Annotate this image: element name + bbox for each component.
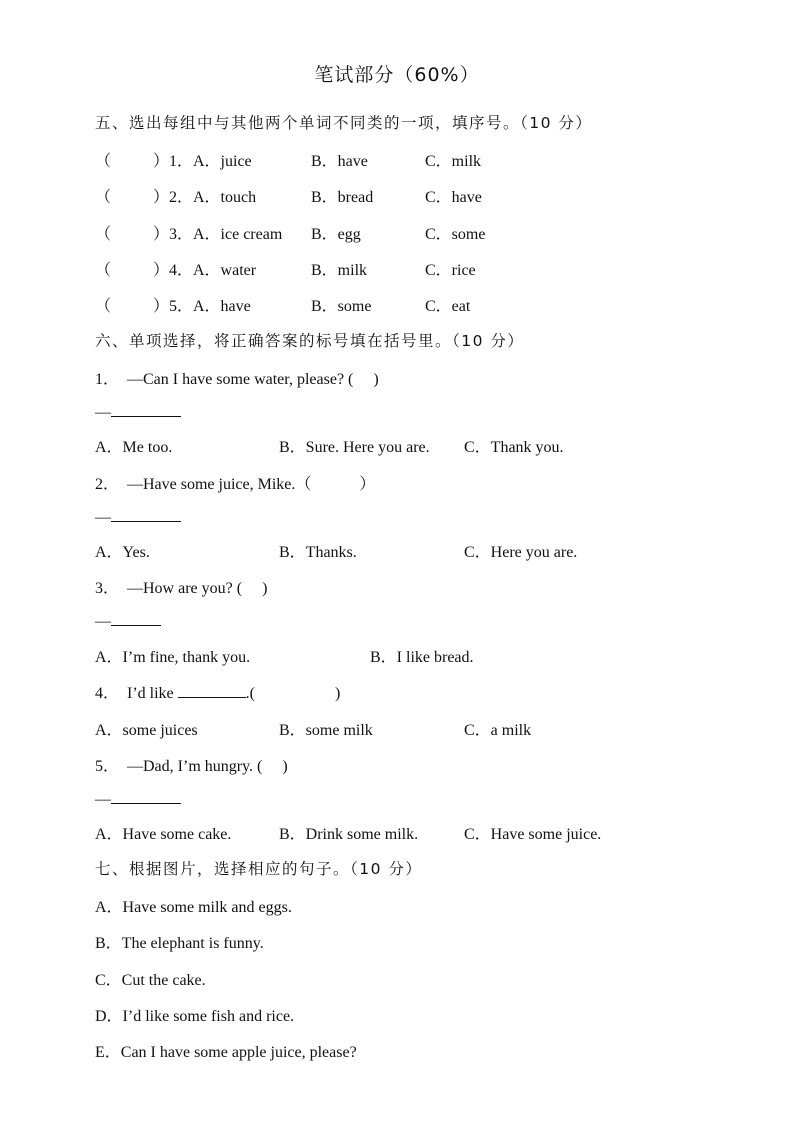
option-b: B．Sure. Here you are. — [279, 439, 430, 456]
answer-blank: — — [95, 789, 181, 809]
option-c: C．rice — [425, 262, 476, 279]
option-a: A．Me too. — [95, 439, 173, 456]
option-a: A．some juices — [95, 722, 198, 739]
section-6-heading: 六、单项选择，将正确答案的标号填在括号里。（10 分） — [95, 332, 525, 350]
page-title: 笔试部分（60%） — [314, 64, 480, 86]
option-a: A．Yes. — [95, 544, 150, 561]
option-a: ）1．A．juice — [153, 153, 252, 170]
section-5-heading: 五、选出每组中与其他两个单词不同类的一项，填序号。（10 分） — [95, 114, 593, 132]
option-b: B．Thanks. — [279, 544, 357, 561]
answer-paren: （ — [95, 298, 112, 315]
answer-blank: — — [95, 402, 181, 422]
option-c: C．Here you are. — [464, 544, 578, 561]
option-a: A．I’m fine, thank you. — [95, 649, 251, 666]
option-b: B．some — [311, 298, 372, 315]
part6-question-2: 2． —Have some juice, Mike.（ ） — [95, 476, 376, 493]
answer-blank: — — [95, 507, 181, 527]
option-a: ）5．A．have — [153, 298, 251, 315]
answer-paren: （ — [95, 226, 112, 243]
option-a: ）2．A．touch — [153, 189, 257, 206]
part6-question-5: 5． —Dad, I’m hungry. ( ) — [95, 758, 288, 775]
option-b: B．have — [311, 153, 368, 170]
answer-paren: （ — [95, 153, 112, 170]
part6-question-4: 4． I’d like .( ) — [95, 685, 341, 702]
option-c: C．a milk — [464, 722, 532, 739]
option-c: C．Thank you. — [464, 439, 564, 456]
option-c: C．Have some juice. — [464, 826, 602, 843]
option-c: C．eat — [425, 298, 471, 315]
part7-sentence-b: B．The elephant is funny. — [95, 935, 264, 952]
answer-paren: （ — [95, 189, 112, 206]
option-a: ）4．A．water — [153, 262, 257, 279]
option-c: C．some — [425, 226, 486, 243]
part7-sentence-a: A．Have some milk and eggs. — [95, 899, 292, 916]
option-b: B．Drink some milk. — [279, 826, 419, 843]
option-c: C．milk — [425, 153, 482, 170]
answer-paren: （ — [95, 262, 112, 279]
part6-question-3: 3． —How are you? ( ) — [95, 580, 268, 597]
option-b: B．I like bread. — [370, 649, 474, 666]
section-7-heading: 七、根据图片，选择相应的句子。（10 分） — [95, 860, 423, 878]
option-a: A．Have some cake. — [95, 826, 232, 843]
part6-question-1: 1． —Can I have some water, please? ( ) — [95, 371, 379, 388]
option-a: ）3．A．ice cream — [153, 226, 283, 243]
option-b: B．milk — [311, 262, 368, 279]
option-b: B．some milk — [279, 722, 373, 739]
part7-sentence-e: E．Can I have some apple juice, please? — [95, 1044, 357, 1061]
option-b: B．egg — [311, 226, 361, 243]
part7-sentence-c: C．Cut the cake. — [95, 972, 206, 989]
option-c: C．have — [425, 189, 482, 206]
part7-sentence-d: D．I’d like some fish and rice. — [95, 1008, 295, 1025]
answer-blank: — — [95, 611, 161, 631]
option-b: B．bread — [311, 189, 374, 206]
